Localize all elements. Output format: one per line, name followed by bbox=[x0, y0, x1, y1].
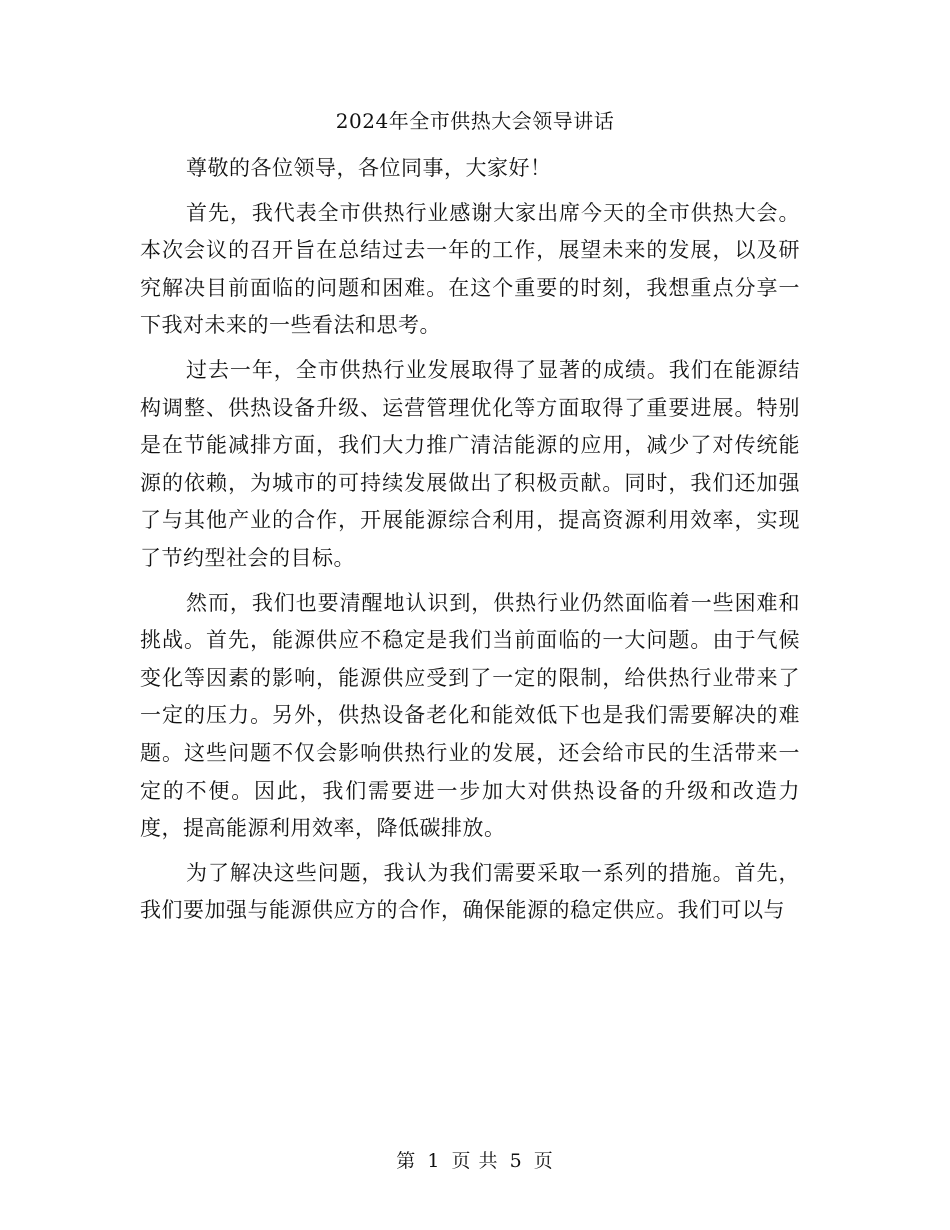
paragraph-achievements: 过去一年，全市供热行业发展取得了显著的成绩。我们在能源结构调整、供热设备升级、运营管理优化等方面取得了重要进展。特别是在节能减排方面，我们大力推广清洁能源的应用，减少了对传统能源的依赖，为城市的可持续发展做出了积极贡献。同时，我们还加强了与其他产业的合作，开展能源综合利用，提高资源利用效率，实现了节约型社会的目标。 bbox=[140, 357, 800, 570]
paragraph-opening: 首先，我代表全市供热行业感谢大家出席今天的全市供热大会。本次会议的召开旨在总结过去一年的工作，展望未来的发展，以及研究解决目前面临的问题和困难。在这个重要的时刻，我想重点分享一下我对未来的一些看法和思考。 bbox=[140, 200, 800, 338]
document-body bbox=[140, 150, 800, 930]
paragraph-challenges: 然而，我们也要清醒地认识到，供热行业仍然面临着一些困难和挑战。首先，能源供应不稳定是我们当前面临的一大问题。由于气候变化等因素的影响，能源供应受到了一定的限制，给供热行业带来了一定的压力。另外，供热设备老化和能效低下也是我们需要解决的难题。这些问题不仅会影响供热行业的发展，还会给市民的生活带来一定的不便。因此，我们需要进一步加大对供热设备的升级和改造力度，提高能源利用效率，降低碳排放。 bbox=[140, 590, 800, 841]
page-footer bbox=[0, 1147, 950, 1175]
document-title: 2024年全市供热大会领导讲话 bbox=[335, 109, 615, 133]
footer-page-number: 1 bbox=[427, 1150, 441, 1172]
footer-prefix: 第 bbox=[396, 1150, 417, 1172]
footer-suffix: 页 bbox=[533, 1150, 554, 1172]
paragraph-measures: 为了解决这些问题，我认为我们需要采取一系列的措施。首先，我们要加强与能源供应方的合作，确保能源的稳定供应。我们可以与 bbox=[140, 860, 800, 923]
footer-total-pages: 5 bbox=[509, 1150, 523, 1172]
paragraph-greeting: 尊敬的各位领导，各位同事，大家好！ bbox=[186, 156, 552, 180]
footer-mid: 页 共 bbox=[451, 1150, 499, 1172]
